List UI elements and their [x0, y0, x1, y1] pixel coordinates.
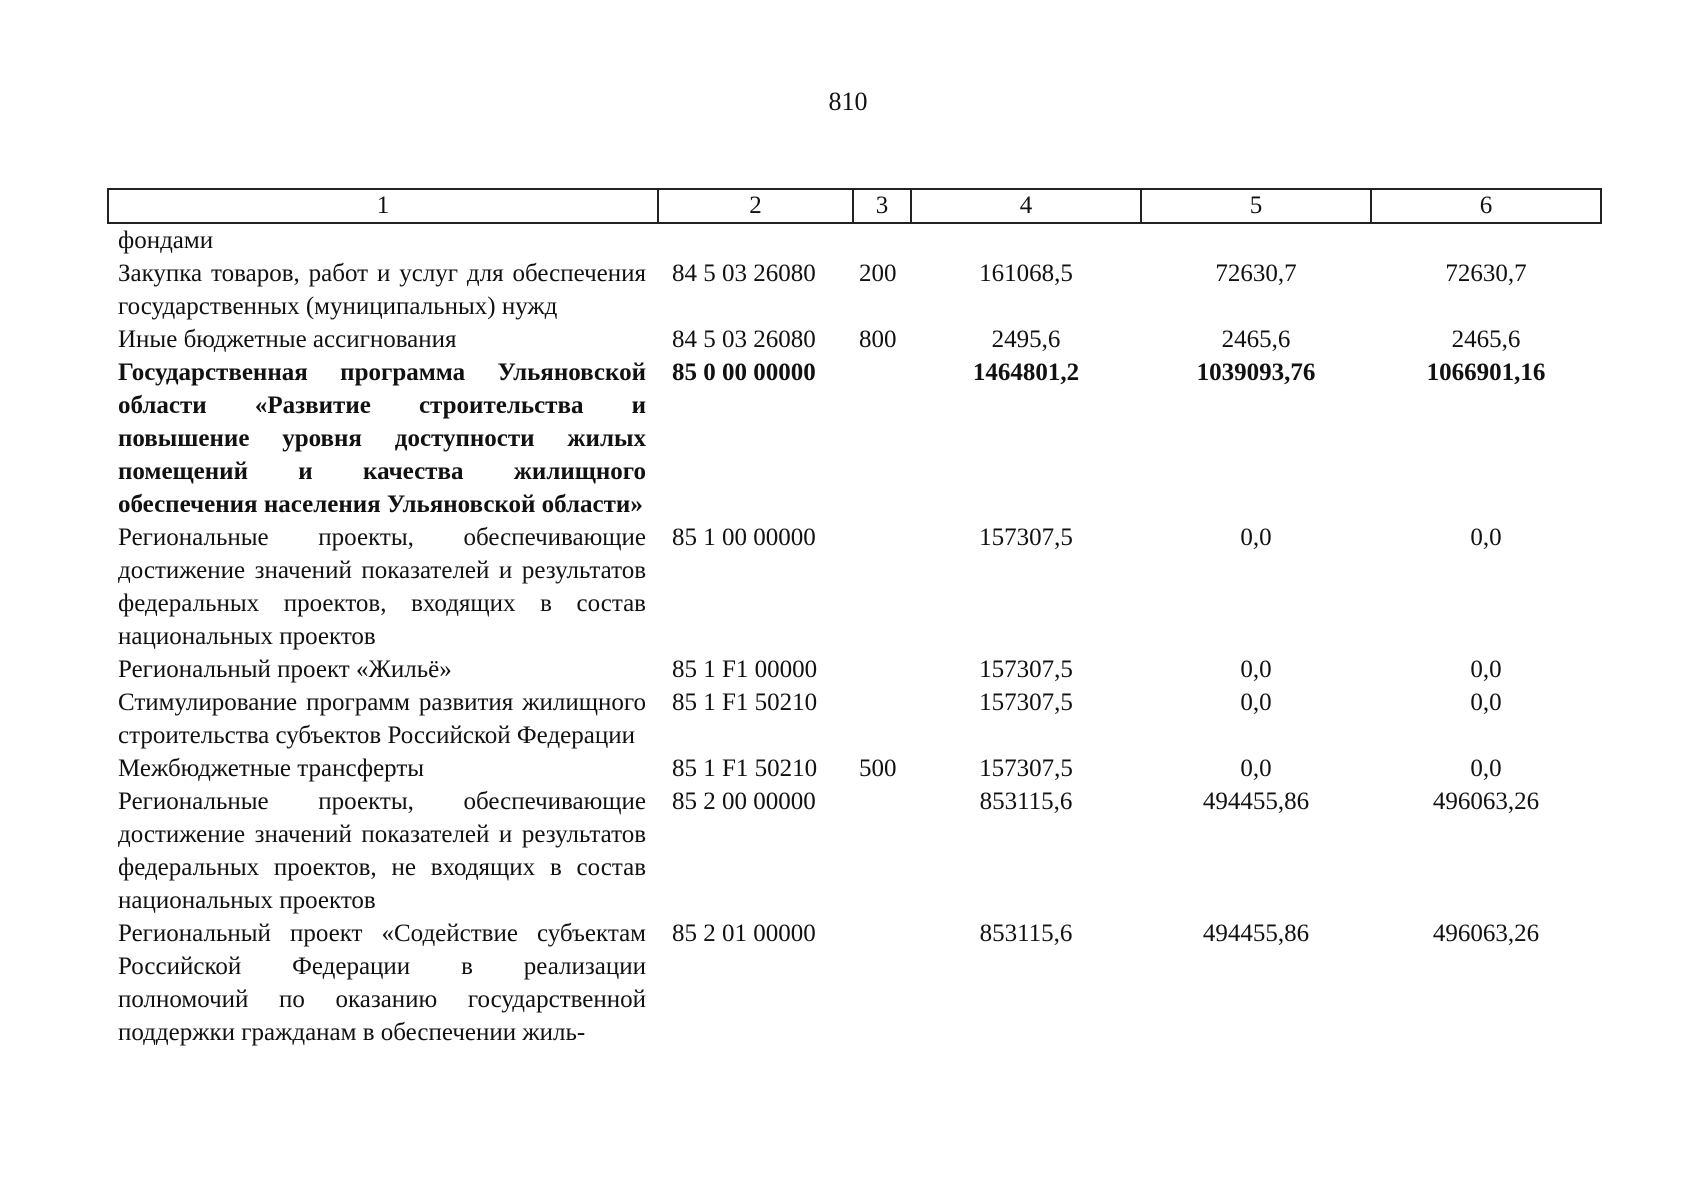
row-value-4-cell: 157307,5 [979, 524, 1073, 551]
table-row [108, 257, 1601, 323]
row-code-cell: 85 1 F1 50210 [672, 755, 818, 782]
row-value-6-cell: 496063,26 [1432, 788, 1540, 815]
row-value-4-cell: 157307,5 [979, 656, 1073, 683]
row-value-6-cell: 0,0 [1470, 689, 1502, 716]
column-header-2: 2 [658, 189, 853, 223]
row-type-cell [853, 917, 911, 1049]
row-name-cell: фондами [118, 227, 214, 254]
row-code-cell: 85 1 F1 00000 [672, 656, 818, 683]
table-row [108, 356, 1601, 521]
row-value-6-cell: 0,0 [1470, 656, 1502, 683]
row-value-5-cell: 0,0 [1240, 689, 1272, 716]
row-code-cell: 84 5 03 26080 [672, 260, 816, 287]
column-header-4: 4 [911, 189, 1141, 223]
row-value-6-cell: 0,0 [1470, 524, 1502, 551]
row-value-5-cell: 0,0 [1240, 656, 1272, 683]
row-type-cell: 500 [859, 755, 897, 782]
row-value-4-cell: 853115,6 [979, 920, 1073, 947]
row-name-cell: Региональный проект «Жильё» [118, 656, 452, 683]
row-value-6-cell: 0,0 [1470, 755, 1502, 782]
row-value-5-cell: 72630,7 [1215, 260, 1297, 287]
row-code-cell: 85 2 00 00000 [672, 788, 816, 815]
row-value-4-cell: 157307,5 [979, 755, 1073, 782]
row-type-cell [853, 521, 911, 653]
table-row [108, 521, 1601, 653]
row-value-6-cell [1371, 223, 1601, 257]
row-value-5-cell: 0,0 [1240, 755, 1272, 782]
row-value-5-cell: 0,0 [1240, 524, 1272, 551]
row-value-5-cell: 2465,6 [1221, 326, 1291, 353]
row-code-cell: 85 1 F1 50210 [672, 689, 818, 716]
row-name-cell: Закупка товаров, работ и услуг для обеспечения государственных (муниципальных) нужд [118, 260, 646, 320]
row-value-4-cell: 853115,6 [979, 788, 1073, 815]
row-value-4-cell: 1464801,2 [972, 359, 1080, 386]
table-row [108, 223, 1601, 257]
row-type-cell [853, 686, 911, 752]
row-type-cell: 200 [859, 260, 897, 287]
table-row [108, 752, 1601, 785]
row-value-5-cell: 494455,86 [1202, 920, 1310, 947]
row-value-4-cell: 2495,6 [991, 326, 1061, 353]
row-value-4-cell: 157307,5 [979, 689, 1073, 716]
table-row [108, 686, 1601, 752]
table-body [108, 223, 1601, 1049]
row-name-cell: Региональные проекты, обеспечивающие достижение значений показателей и результатов федеральных проектов, входящих в состав национальных проектов [118, 524, 646, 650]
row-type-cell [853, 653, 911, 686]
row-name-cell: Межбюджетные трансферты [118, 755, 425, 782]
row-name-cell: Региональные проекты, обеспечивающие достижение значений показателей и результатов федеральных проектов, не входящих в состав национальных проектов [118, 788, 646, 914]
row-code-cell [658, 223, 853, 257]
row-name-cell: Государственная программа Ульяновской области «Развитие строительства и повышение уровня доступности жилых помещений и качества жилищного обеспечения населения Ульяновской области» [118, 359, 646, 518]
row-value-6-cell: 496063,26 [1432, 920, 1540, 947]
row-value-4-cell: 161068,5 [979, 260, 1073, 287]
row-value-5-cell: 494455,86 [1202, 788, 1310, 815]
row-value-6-cell: 2465,6 [1451, 326, 1521, 353]
row-type-cell [853, 785, 911, 917]
row-name-cell: Стимулирование программ развития жилищного строительства субъектов Российской Федерации [118, 689, 646, 749]
column-header-1: 1 [108, 189, 658, 223]
row-code-cell: 84 5 03 26080 [672, 326, 816, 353]
row-value-5-cell [1141, 223, 1371, 257]
column-header-5: 5 [1141, 189, 1371, 223]
table-header [108, 189, 1601, 223]
row-value-6-cell: 72630,7 [1445, 260, 1527, 287]
budget-table [107, 188, 1602, 1049]
row-code-cell: 85 2 01 00000 [672, 920, 816, 947]
row-value-4-cell [911, 223, 1141, 257]
row-value-5-cell: 1039093,76 [1196, 359, 1316, 386]
table-row [108, 653, 1601, 686]
row-code-cell: 85 1 00 00000 [672, 524, 816, 551]
header-row [108, 189, 1601, 223]
row-name-cell: Региональный проект «Содействие субъектам Российской Федерации в реализации полномочий по оказанию государственной поддержки гражданам в обеспечении жиль- [118, 920, 646, 1046]
column-header-3: 3 [853, 189, 911, 223]
row-type-cell: 800 [859, 326, 897, 353]
page-number: 810 [828, 87, 868, 116]
table-row [108, 785, 1601, 917]
row-code-cell: 85 0 00 00000 [672, 359, 816, 386]
row-value-6-cell: 1066901,16 [1426, 359, 1546, 386]
column-header-6: 6 [1371, 189, 1601, 223]
table-row [108, 917, 1601, 1049]
row-name-cell: Иные бюджетные ассигнования [118, 326, 457, 353]
table-row [108, 323, 1601, 356]
row-type-cell [853, 356, 911, 521]
row-type-cell [853, 223, 911, 257]
